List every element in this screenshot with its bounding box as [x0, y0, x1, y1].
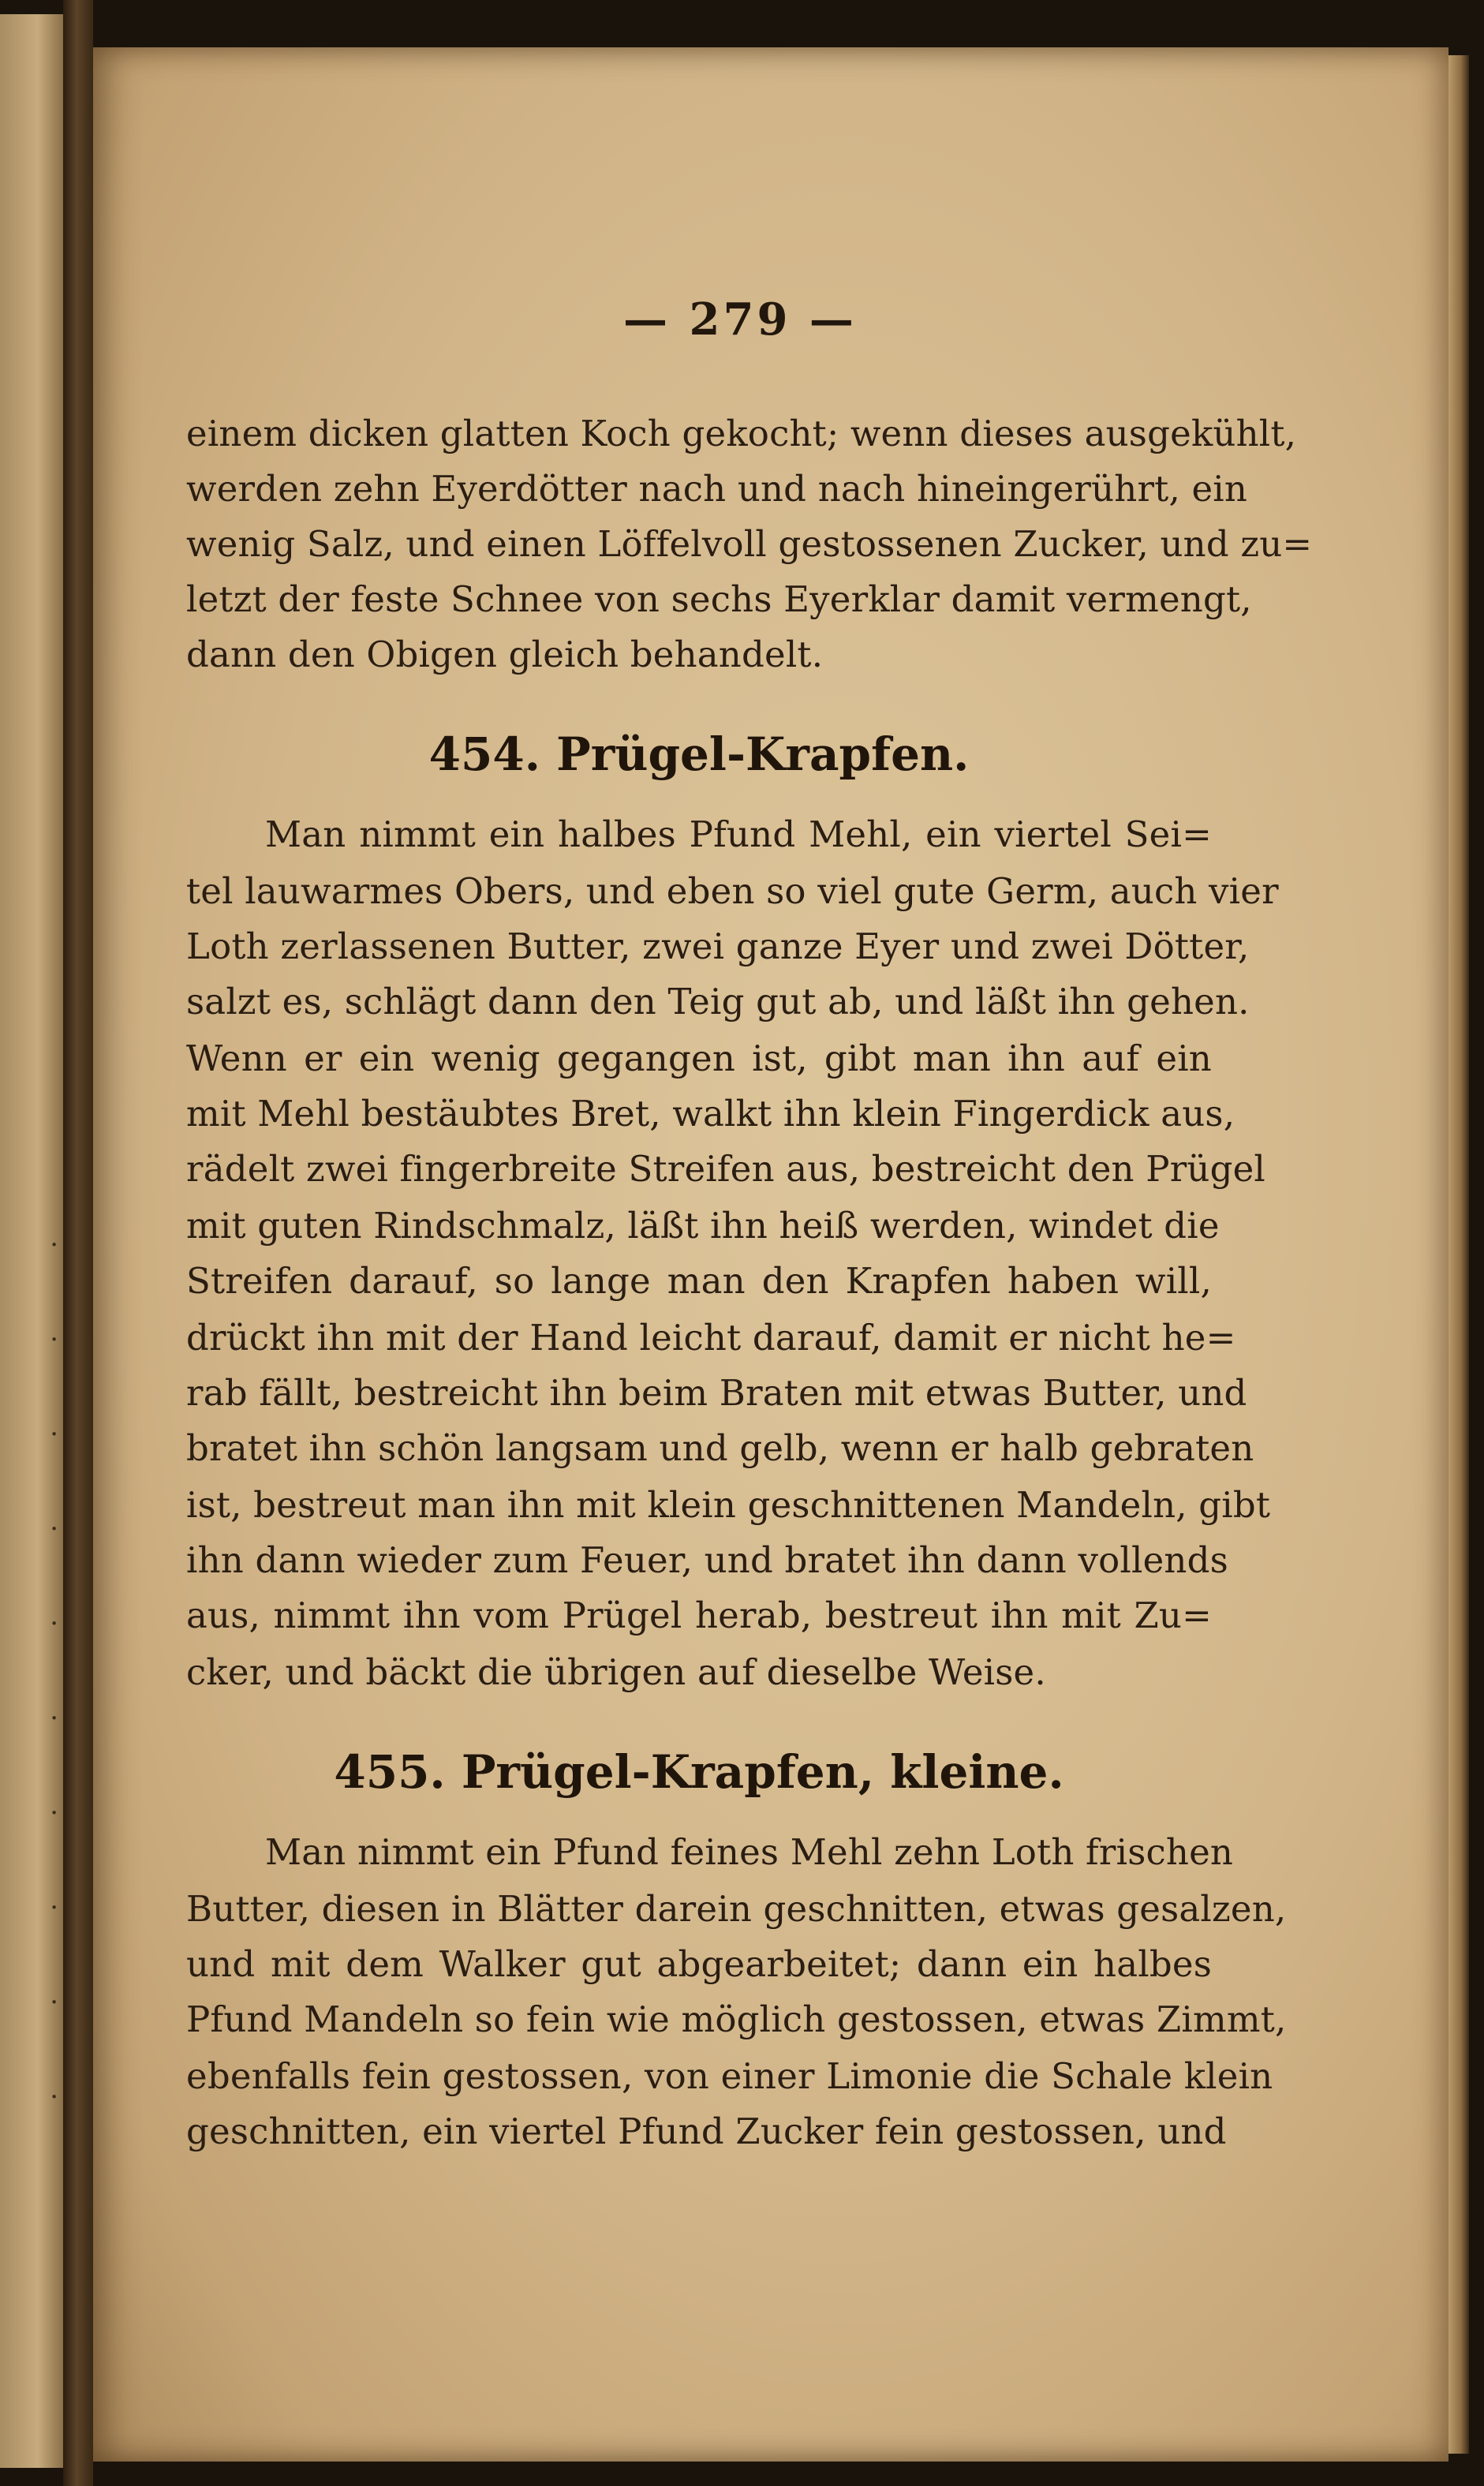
recipe-line: drückt ihn mit der Hand leicht darauf, damit er nicht he=: [186, 1317, 1236, 1359]
recipe-line: rädelt zwei fingerbreite Streifen aus, bestreicht den Prügel: [186, 1148, 1266, 1190]
recipe-heading: 454. Prügel-Krapfen.: [428, 727, 970, 781]
recipe-line: ebenfalls fein gestossen, von einer Limonie die Schale klein: [186, 2055, 1273, 2097]
recipe-line: aus, nimmt ihn vom Prügel herab, bestreut ihn mit Zu=: [186, 1594, 1212, 1636]
recipe-line: Man nimmt ein Pfund feines Mehl zehn Loth frischen: [265, 1831, 1234, 1873]
recipe-line: Streifen darauf, so lange man den Krapfen haben will,: [186, 1260, 1212, 1302]
intro-line: dann den Obigen gleich behandelt.: [186, 634, 824, 675]
recipe-line: Wenn er ein wenig gegangen ist, gibt man ihn auf ein: [186, 1037, 1212, 1079]
recipe-line: ist, bestreut man ihn mit klein geschnittenen Mandeln, gibt: [186, 1484, 1271, 1526]
intro-line: letzt der feste Schnee von sechs Eyerklar damit vermengt,: [186, 578, 1252, 620]
recipe-line: cker, und bäckt die übrigen auf dieselbe Weise.: [186, 1651, 1046, 1693]
recipe-line: ihn dann wieder zum Feuer, und bratet ihn dann vollends: [186, 1539, 1228, 1581]
recipe-line: mit guten Rindschmalz, läßt ihn heiß werden, windet die: [186, 1205, 1220, 1247]
recipe-line: bratet ihn schön langsam und gelb, wenn er halb gebraten: [186, 1427, 1254, 1469]
facing-page-marks: · · · · · · · · · ·: [50, 1229, 58, 2113]
recipe-line: mit Mehl bestäubtes Bret, walkt ihn klein Fingerdick aus,: [186, 1093, 1235, 1135]
recipe-line: tel lauwarmes Obers, und eben so viel gute Germ, auch vier: [186, 870, 1279, 912]
recipe-line: Man nimmt ein halbes Pfund Mehl, ein viertel Sei=: [265, 813, 1212, 855]
page-number: — 279 —: [623, 293, 857, 346]
recipe-line: salzt es, schlägt dann den Teig gut ab, und läßt ihn gehen.: [186, 981, 1250, 1022]
book-gutter: [63, 0, 93, 2486]
intro-line: werden zehn Eyerdötter nach und nach hineingerührt, ein: [186, 468, 1248, 510]
intro-line: einem dicken glatten Koch gekocht; wenn dieses ausgekühlt,: [186, 413, 1297, 454]
recipe-line: und mit dem Walker gut abgearbeitet; dann ein halbes: [186, 1943, 1212, 1985]
recipe-heading: 455. Prügel-Krapfen, kleine.: [334, 1745, 1064, 1799]
recipe-line: Pfund Mandeln so fein wie möglich gestossen, etwas Zimmt,: [186, 1998, 1287, 2040]
recipe-line: rab fällt, bestreicht ihn beim Braten mit etwas Butter, und: [186, 1372, 1247, 1414]
facing-page-edge: [0, 14, 63, 2468]
book-page: [93, 47, 1448, 2462]
recipe-line: geschnitten, ein viertel Pfund Zucker fein gestossen, und: [186, 2110, 1227, 2152]
intro-line: wenig Salz, und einen Löffelvoll gestossenen Zucker, und zu=: [186, 523, 1313, 565]
page-right-edge: [1448, 55, 1469, 2454]
recipe-line: Loth zerlassenen Butter, zwei ganze Eyer und zwei Dötter,: [186, 925, 1250, 967]
recipe-line: Butter, diesen in Blätter darein geschnitten, etwas gesalzen,: [186, 1888, 1287, 1930]
